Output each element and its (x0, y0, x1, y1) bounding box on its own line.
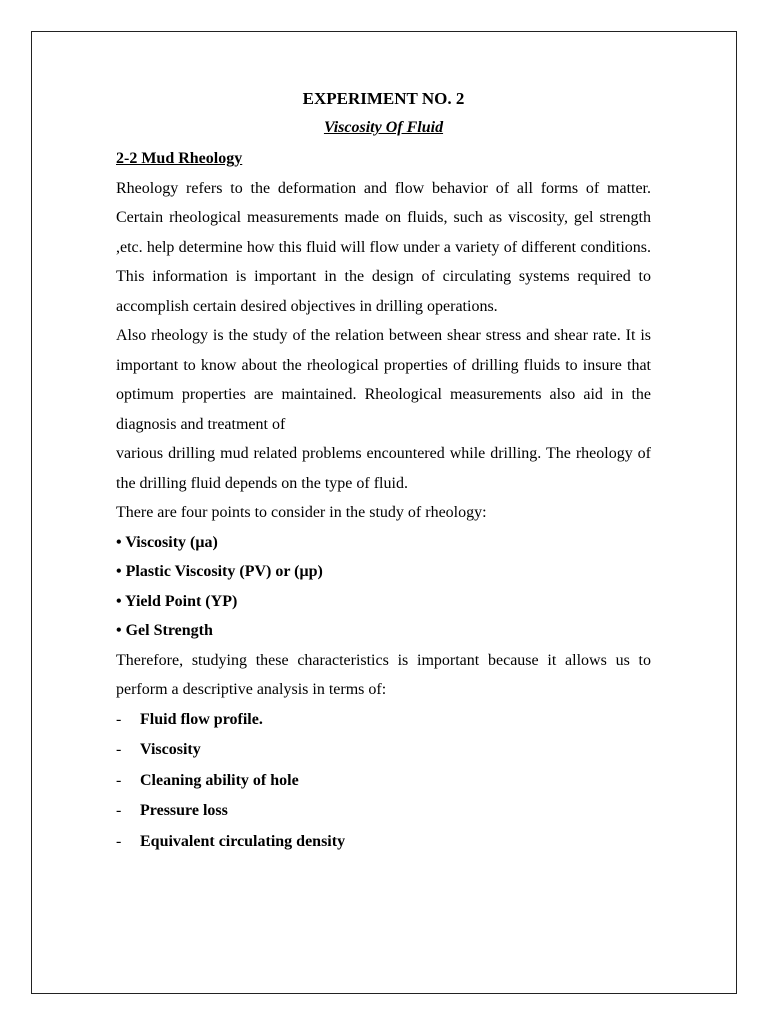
dash-list-item-text: Viscosity (140, 741, 201, 758)
dash-list-item-text: Equivalent circulating density (140, 832, 346, 850)
dash-list-item-ecd (116, 827, 651, 858)
dash-marker: - (116, 771, 122, 789)
dash-list-item-flow-profile (116, 705, 651, 736)
page-subtitle: Viscosity Of Fluid (323, 119, 444, 136)
dash-list-item-viscosity (116, 735, 651, 766)
dash-list-item-pressure-loss (116, 796, 651, 827)
paragraph-rheology-definition: Rheology refers to the deformation and flow behavior of all forms of matter. Certain rheological measurements made on fluids, such as viscosity, gel strength ,etc. help determine how this fluid will flow under a variety of different conditions. This information is important in the design of circulating systems required to accomplish certain desired objectives in drilling operations. (116, 179, 651, 315)
dash-marker: - (116, 832, 122, 850)
bullet-item-viscosity: • Viscosity (μa) (116, 533, 218, 551)
bullet-item-plastic-viscosity: • Plastic Viscosity (PV) or (μp) (116, 563, 323, 580)
dash-list-item-text: Fluid flow profile. (140, 710, 263, 728)
paragraph-analysis-intro: Therefore, studying these characteristics is important because it allows us to perform a descriptive analysis in terms of: (116, 651, 651, 698)
document-body (116, 84, 651, 857)
section-title: 2-2 Mud Rheology (116, 150, 243, 167)
bullet-item-gel-strength: • Gel Strength (116, 622, 213, 639)
dash-list-item-text: Pressure loss (140, 802, 228, 819)
dash-marker: - (116, 710, 122, 728)
bullet-item-yield-point: • Yield Point (YP) (116, 592, 238, 610)
dash-marker: - (116, 802, 122, 819)
paragraph-four-points-intro: There are four points to consider in the study of rheology: (116, 504, 487, 521)
paragraph-shear-relation: Also rheology is the study of the relation between shear stress and shear rate. It is important to know about the rheological properties of drilling fluids to insure that optimum properties are maintained. Rheological measurements also aid in the diagnosis and treatment of (116, 327, 651, 433)
dash-list-item-cleaning-ability (116, 766, 651, 797)
page-title: EXPERIMENT NO. 2 (302, 89, 465, 108)
paragraph-drilling-problems: various drilling mud related problems encountered while drilling. The rheology of the drilling fluid depends on the type of fluid. (116, 445, 651, 492)
dash-marker: - (116, 741, 122, 758)
dash-list-item-text: Cleaning ability of hole (140, 771, 299, 789)
